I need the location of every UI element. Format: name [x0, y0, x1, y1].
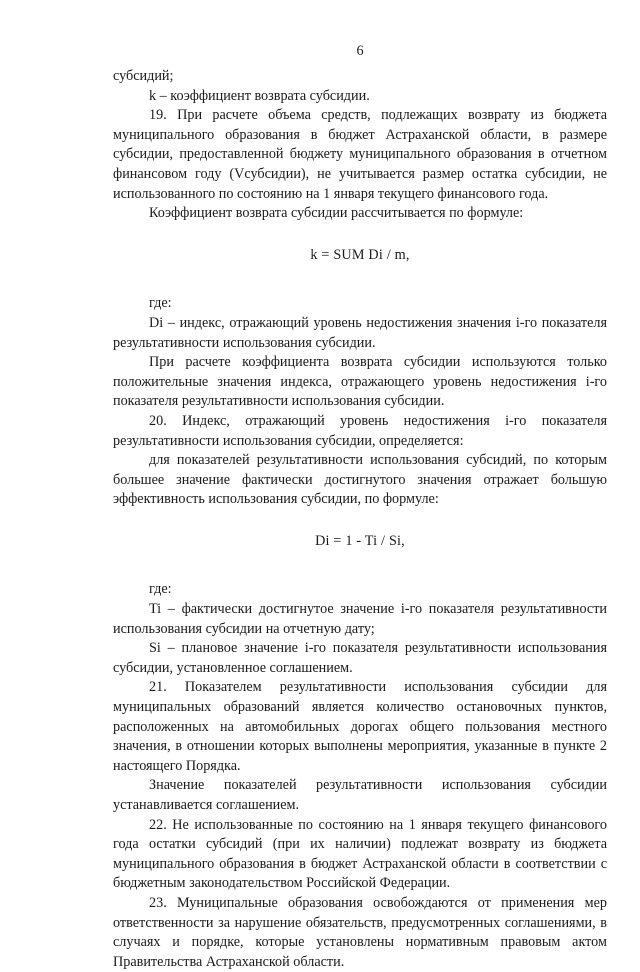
paragraph-23: 23. Муниципальные образования освобождаются от применения мер ответственности за нарушение обязательств, предусмотренных соглашениями, в случаях и порядке, которые установлены нормативным правовым актом Правительства Астраханской области.	[113, 894, 607, 970]
paragraph-where-1: где:	[149, 295, 172, 312]
paragraph-19: 19. При расчете объема средств, подлежащих возврату из бюджета муниципального образования в бюджет Астраханской области, в размере субсидии, предоставленной бюджету муниципального образования в отчетном финансовом году (Vсубсидии), не учитывается размер остатка субсидии, не использованного по состоянию на 1 января текущего финансового года.	[113, 107, 607, 202]
paragraph-where-2: где:	[149, 581, 172, 598]
paragraph-22: 22. Не использованные по состоянию на 1 января текущего финансового года остатки субсидий (при их наличии) подлежат возврату из бюджета муниципального образования в бюджет Астраханской области в соответствии с бюджетным законодательством Российской Федерации.	[113, 816, 607, 892]
paragraph-ti-definition: Ti – фактически достигнутое значение i-го показателя результативности использования субсидии на отчетную дату;	[113, 601, 607, 637]
spacer	[113, 551, 607, 580]
paragraph-20: 20. Индекс, отражающий уровень недостижения i-го показателя результативности использования субсидии, определяется:	[113, 412, 607, 449]
page-number: 6	[356, 43, 364, 59]
paragraph-positive-values: При расчете коэффициента возврата субсидии используются только положительные значения индекса, отражающего уровень недостижения i-го показателя результативности использования субсидии.	[113, 354, 607, 410]
spacer	[113, 224, 607, 246]
paragraph-k-definition: k – коэффициент возврата субсидии.	[149, 87, 370, 104]
paragraph-indicator-values: Значение показателей результативности использования субсидии устанавливается соглашением.	[113, 777, 607, 813]
formula-di: Di = 1 - Ti / Si,	[315, 532, 405, 549]
document-page	[113, 42, 607, 972]
paragraph-indicators: для показателей результативности использования субсидий, по которым большее значение фактически достигнутого значения отражает большую эффективность использования субсидии, по формуле:	[113, 452, 607, 508]
spacer	[113, 265, 607, 294]
formula-k: k = SUM Di / m,	[310, 246, 410, 263]
paragraph-di-definition: Di – индекс, отражающий уровень недостижения значения i-го показателя результативности использования субсидии.	[113, 314, 607, 351]
paragraph-si-definition: Si – плановое значение i-го показателя результативности использования субсидии, установленное соглашением.	[113, 640, 607, 676]
paragraph-continuation: субсидий;	[113, 68, 174, 84]
paragraph-formula-intro: Коэффициент возврата субсидии рассчитывается по формуле:	[149, 205, 524, 222]
paragraph-21: 21. Показателем результативности использования субсидии для муниципальных образований является количество остановочных пунктов, расположенных на автомобильных дорогах общего пользования местного значения, в отношении которых выполнены мероприятия, указанные в пункте 2 настоящего Порядка.	[113, 679, 607, 774]
spacer	[113, 510, 607, 532]
